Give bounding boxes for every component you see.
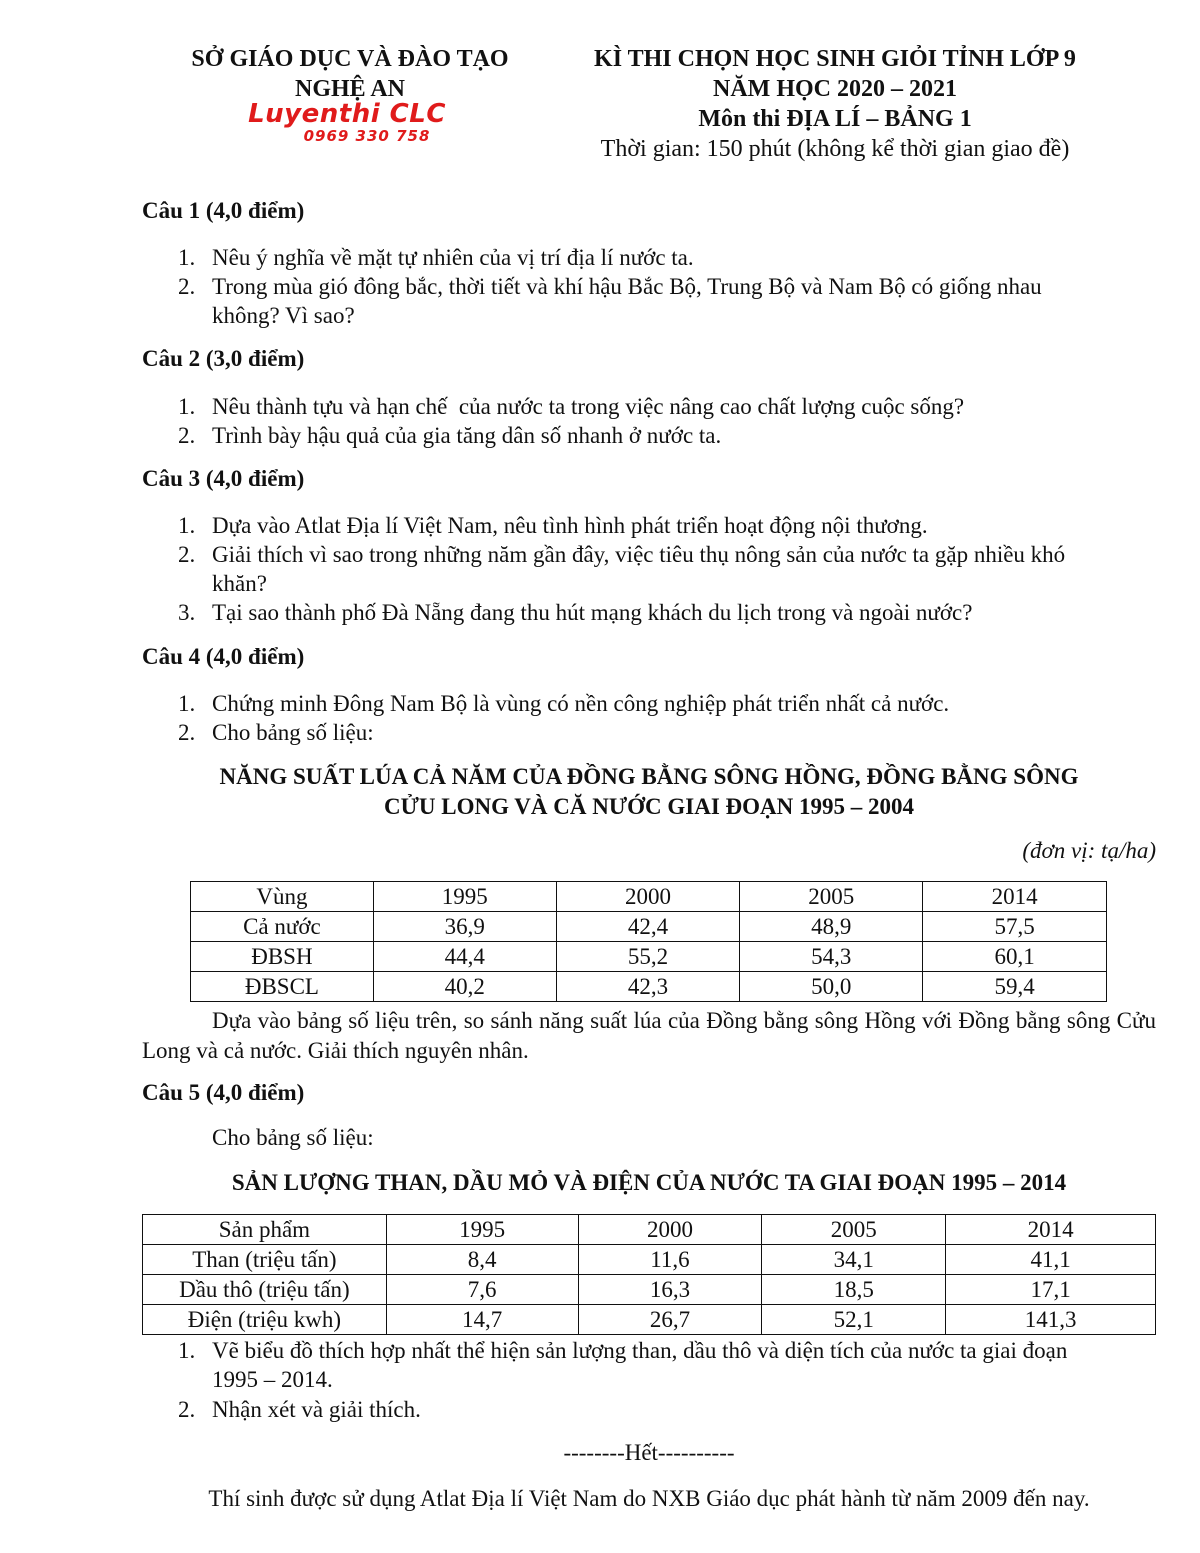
item-text: Chứng minh Đông Nam Bộ là vùng có nền công nghiệp phát triển nhất cả nước. <box>212 691 950 716</box>
table-cell: ĐBSH <box>191 942 374 972</box>
table-cell: 141,3 <box>946 1305 1156 1335</box>
table-cell: 57,5 <box>923 912 1107 942</box>
table-cell: 41,1 <box>946 1245 1156 1275</box>
table-cell: 52,1 <box>762 1305 946 1335</box>
table-cell: 7,6 <box>386 1275 578 1305</box>
province-name: NGHỆ AN <box>294 76 405 102</box>
table-cell: Dầu thô (triệu tấn) <box>143 1275 387 1305</box>
question-5-title: Câu 5 (4,0 điểm) <box>142 1080 305 1105</box>
table-cell: 11,6 <box>578 1245 762 1275</box>
exam-header <box>570 44 1100 164</box>
question-2-title: Câu 2 (3,0 điểm) <box>142 346 305 371</box>
question-3-title: Câu 3 (4,0 điểm) <box>142 466 305 491</box>
item-text-line-2: khăn? <box>212 571 267 596</box>
item-text-line-1: Trong mùa gió đông bắc, thời tiết và khí hậu Bắc Bộ, Trung Bộ và Nam Bộ có giống nhau <box>212 274 1042 299</box>
table-row <box>191 972 1107 1002</box>
table-cell: 60,1 <box>923 942 1107 972</box>
table-cell: Cả nước <box>191 912 374 942</box>
exam-duration: Thời gian: 150 phút (không kể thời gian giao đề) <box>600 136 1070 162</box>
table-cell: 34,1 <box>762 1245 946 1275</box>
table-header-cell: 1995 <box>373 882 556 912</box>
table-cell: 48,9 <box>740 912 923 942</box>
department-name: SỞ GIÁO DỤC VÀ ĐÀO TẠO <box>191 46 509 72</box>
table-cell: Điện (triệu kwh) <box>143 1305 387 1335</box>
table-cell: 36,9 <box>373 912 556 942</box>
table-cell: 17,1 <box>946 1275 1156 1305</box>
footer-note: Thí sinh được sử dụng Atlat Địa lí Việt Nam do NXB Giáo dục phát hành từ năm 2009 đến nay. <box>208 1486 1090 1511</box>
logo-name: Luyenthi CLC <box>248 99 446 129</box>
item-number: 2. <box>178 542 196 567</box>
table-1-unit: (đơn vị: tạ/ha) <box>1022 838 1156 863</box>
item-number: 1. <box>178 245 196 270</box>
table-header-cell: 2014 <box>946 1215 1156 1245</box>
table-header-cell: 2000 <box>556 882 740 912</box>
item-number: 1. <box>178 513 196 538</box>
item-number: 2. <box>178 274 196 299</box>
exam-name: KÌ THI CHỌN HỌC SINH GIỎI TỈNH LỚP 9 <box>594 46 1076 72</box>
watermark-logo <box>232 100 462 150</box>
item-text-line-1: Vẽ biểu đồ thích hợp nhất thể hiện sản lượng than, dầu thô và diện tích của nước ta giai đoạn <box>212 1338 1068 1363</box>
item-number: 1. <box>178 1338 196 1363</box>
table-cell: 18,5 <box>762 1275 946 1305</box>
item-number: 2. <box>178 423 196 448</box>
item-text: Nêu ý nghĩa về mặt tự nhiên của vị trí địa lí nước ta. <box>212 245 694 270</box>
table-cell: 16,3 <box>578 1275 762 1305</box>
item-number: 2. <box>178 720 196 745</box>
table-cell: 50,0 <box>740 972 923 1002</box>
item-number: 3. <box>178 600 196 625</box>
question-4-title: Câu 4 (4,0 điểm) <box>142 644 305 669</box>
question-5-intro: Cho bảng số liệu: <box>212 1125 374 1150</box>
table-header-cell: 2005 <box>762 1215 946 1245</box>
energy-output-table <box>142 1214 1156 1335</box>
table-cell: 42,4 <box>556 912 740 942</box>
table-cell: ĐBSCL <box>191 972 374 1002</box>
item-number: 2. <box>178 1397 196 1422</box>
table-1-title-line-1: NĂNG SUẤT LÚA CẢ NĂM CỦA ĐỒNG BẰNG SÔNG HỒNG, ĐỒNG BẰNG SÔNG <box>219 764 1079 789</box>
table-cell: 14,7 <box>386 1305 578 1335</box>
item-text: Nêu thành tựu và hạn chế của nước ta trong việc nâng cao chất lượng cuộc sống? <box>212 394 965 419</box>
department-header <box>150 44 550 104</box>
table-cell: 59,4 <box>923 972 1107 1002</box>
table-cell: 26,7 <box>578 1305 762 1335</box>
item-text: Nhận xét và giải thích. <box>212 1397 421 1422</box>
table-cell: 8,4 <box>386 1245 578 1275</box>
table-header-cell: Vùng <box>191 882 374 912</box>
logo-phone: 0969 330 758 <box>303 127 431 145</box>
item-text: Tại sao thành phố Đà Nẵng đang thu hút mạng khách du lịch trong và ngoài nước? <box>212 600 973 625</box>
item-number: 1. <box>178 691 196 716</box>
table-header-row <box>143 1215 1156 1245</box>
table-row <box>191 912 1107 942</box>
table-row <box>143 1275 1156 1305</box>
item-text-line-2: không? Vì sao? <box>212 303 355 328</box>
table-header-row <box>191 882 1107 912</box>
question-1-title: Câu 1 (4,0 điểm) <box>142 198 305 223</box>
end-marker: --------Hết---------- <box>563 1440 735 1465</box>
table-cell: 54,3 <box>740 942 923 972</box>
item-text-line-1: Giải thích vì sao trong những năm gần đây, việc tiêu thụ nông sản của nước ta gặp nhiều khó <box>212 542 1066 567</box>
table-header-cell: 2000 <box>578 1215 762 1245</box>
table-header-cell: 1995 <box>386 1215 578 1245</box>
table-1-title-line-2: CỬU LONG VÀ CĂ NƯỚC GIAI ĐOẠN 1995 – 2004 <box>383 794 915 819</box>
item-text: Dựa vào Atlat Địa lí Việt Nam, nêu tình hình phát triển hoạt động nội thương. <box>212 513 928 538</box>
table-cell: 40,2 <box>373 972 556 1002</box>
table-2-title: SẢN LƯỢNG THAN, DẦU MỎ VÀ ĐIỆN CỦA NƯỚC TA GIAI ĐOẠN 1995 – 2014 <box>231 1170 1067 1195</box>
item-number: 1. <box>178 394 196 419</box>
table-header-cell: 2014 <box>923 882 1107 912</box>
table-header-cell: Sản phẩm <box>143 1215 387 1245</box>
table-cell: 42,3 <box>556 972 740 1002</box>
rice-yield-table <box>190 881 1107 1002</box>
table-cell: 55,2 <box>556 942 740 972</box>
table-row <box>191 942 1107 972</box>
item-text: Trình bày hậu quả của gia tăng dân số nhanh ở nước ta. <box>212 423 722 448</box>
item-text: Cho bảng số liệu: <box>212 720 374 745</box>
table-1-title <box>142 762 1156 822</box>
table-cell: 44,4 <box>373 942 556 972</box>
subject: Môn thi ĐỊA LÍ – BẢNG 1 <box>698 106 972 132</box>
question-4-instruction: Dựa vào bảng số liệu trên, so sánh năng suất lúa của Đồng bằng sông Hồng với Đồng bằng sông Cửu Long và cả nước. Giải thích nguyên nhân. <box>142 1008 1156 1063</box>
item-text-line-2: 1995 – 2014. <box>212 1367 333 1392</box>
table-row <box>143 1245 1156 1275</box>
table-header-cell: 2005 <box>740 882 923 912</box>
table-cell: Than (triệu tấn) <box>143 1245 387 1275</box>
school-year: NĂM HỌC 2020 – 2021 <box>713 76 957 102</box>
table-row <box>143 1305 1156 1335</box>
